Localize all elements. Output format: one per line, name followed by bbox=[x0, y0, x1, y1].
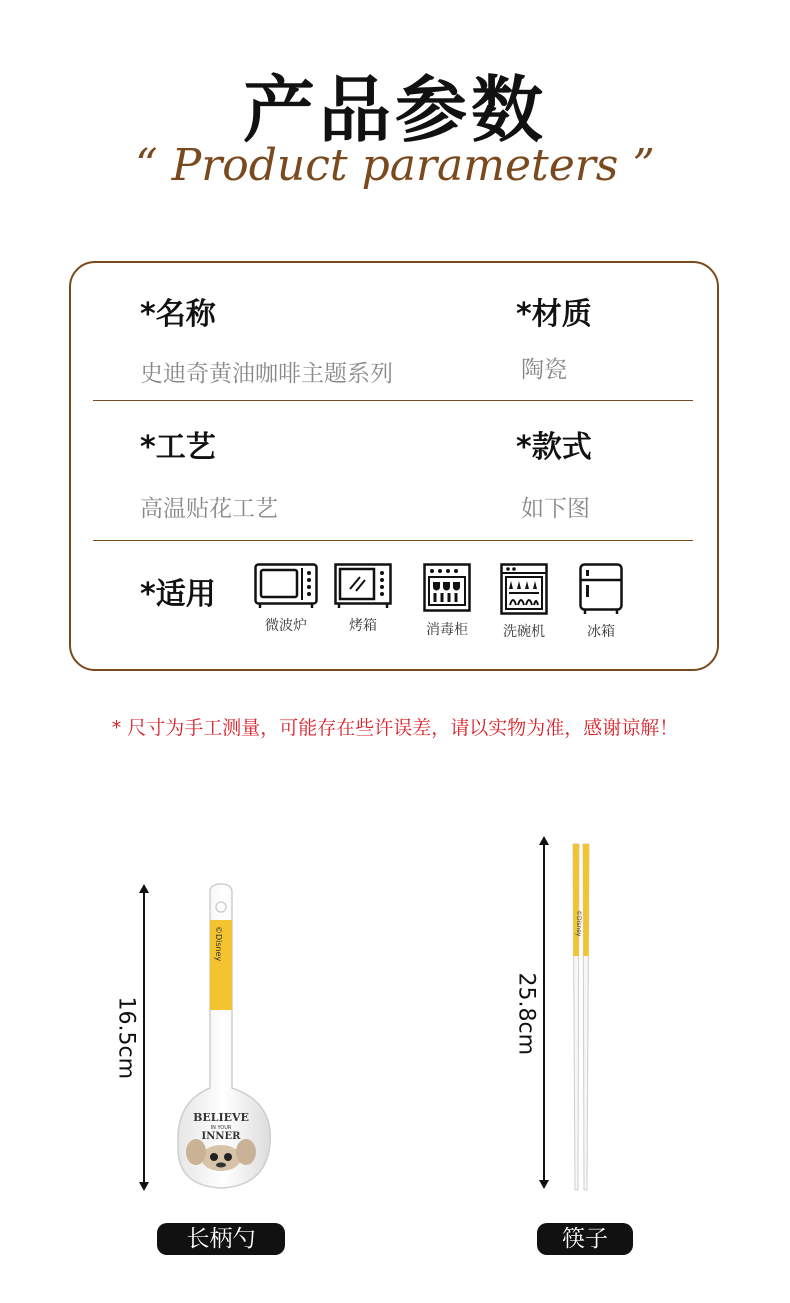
appliance-dishwasher bbox=[487, 563, 561, 641]
measurement-note: * 尺寸为手工测量，可能存在些许误差，请以实物为准，感谢谅解！ bbox=[111, 717, 679, 739]
sterilizer-icon bbox=[423, 563, 471, 613]
chopsticks-image bbox=[566, 838, 596, 1194]
spoon-size: 16.5cm bbox=[113, 996, 139, 1080]
long-handle-spoon-image bbox=[170, 880, 280, 1192]
dishwasher-icon bbox=[500, 563, 548, 615]
name-label: *名称 bbox=[140, 297, 216, 332]
arrow-up-icon bbox=[139, 884, 149, 893]
appliance-microwave bbox=[249, 563, 323, 635]
spoon-print-line3: INNER bbox=[201, 1131, 241, 1142]
divider bbox=[93, 400, 693, 401]
spoon-dimension-line bbox=[143, 890, 145, 1186]
material-label: *材质 bbox=[516, 297, 592, 332]
appliance-label: 烤箱 bbox=[349, 618, 377, 634]
spoon-print-line1: BELIEVE bbox=[193, 1111, 249, 1124]
divider bbox=[93, 540, 693, 541]
spoon-handle-text: ©Disney bbox=[214, 926, 223, 962]
appliance-label: 消毒柜 bbox=[426, 622, 468, 638]
page-title: 产品参数 bbox=[242, 68, 547, 152]
spoon-print-line2: IN YOUR bbox=[210, 1125, 232, 1131]
chopsticks-label: 筷子 bbox=[537, 1223, 633, 1255]
microwave-icon bbox=[254, 563, 318, 609]
craft-label: *工艺 bbox=[140, 430, 216, 465]
chopsticks-handle-text: ©Disney bbox=[575, 910, 582, 937]
style-label: *款式 bbox=[516, 430, 592, 465]
appliance-sterilizer bbox=[410, 563, 484, 639]
oven-icon bbox=[334, 563, 392, 609]
spoon-label: 长柄勺 bbox=[157, 1223, 285, 1255]
appliance-label: 洗碗机 bbox=[503, 624, 545, 640]
chopsticks-dimension-line bbox=[543, 842, 545, 1184]
chopsticks-size: 25.8cm bbox=[513, 972, 539, 1056]
arrow-up-icon bbox=[539, 836, 549, 845]
craft-value: 高温贴花工艺 bbox=[140, 496, 278, 522]
style-value: 如下图 bbox=[521, 496, 590, 522]
arrow-down-icon bbox=[139, 1182, 149, 1191]
appliance-label: 冰箱 bbox=[587, 624, 615, 640]
usage-label: *适用 bbox=[140, 577, 216, 612]
appliance-label: 微波炉 bbox=[265, 618, 307, 634]
fridge-icon bbox=[579, 563, 623, 615]
parameters-card bbox=[69, 261, 719, 671]
page-subtitle: “ Product parameters ” bbox=[135, 140, 655, 191]
arrow-down-icon bbox=[539, 1180, 549, 1189]
appliance-fridge bbox=[564, 563, 638, 641]
material-value: 陶瓷 bbox=[521, 357, 567, 383]
appliance-oven bbox=[326, 563, 400, 635]
name-value: 史迪奇黄油咖啡主题系列 bbox=[140, 361, 393, 387]
